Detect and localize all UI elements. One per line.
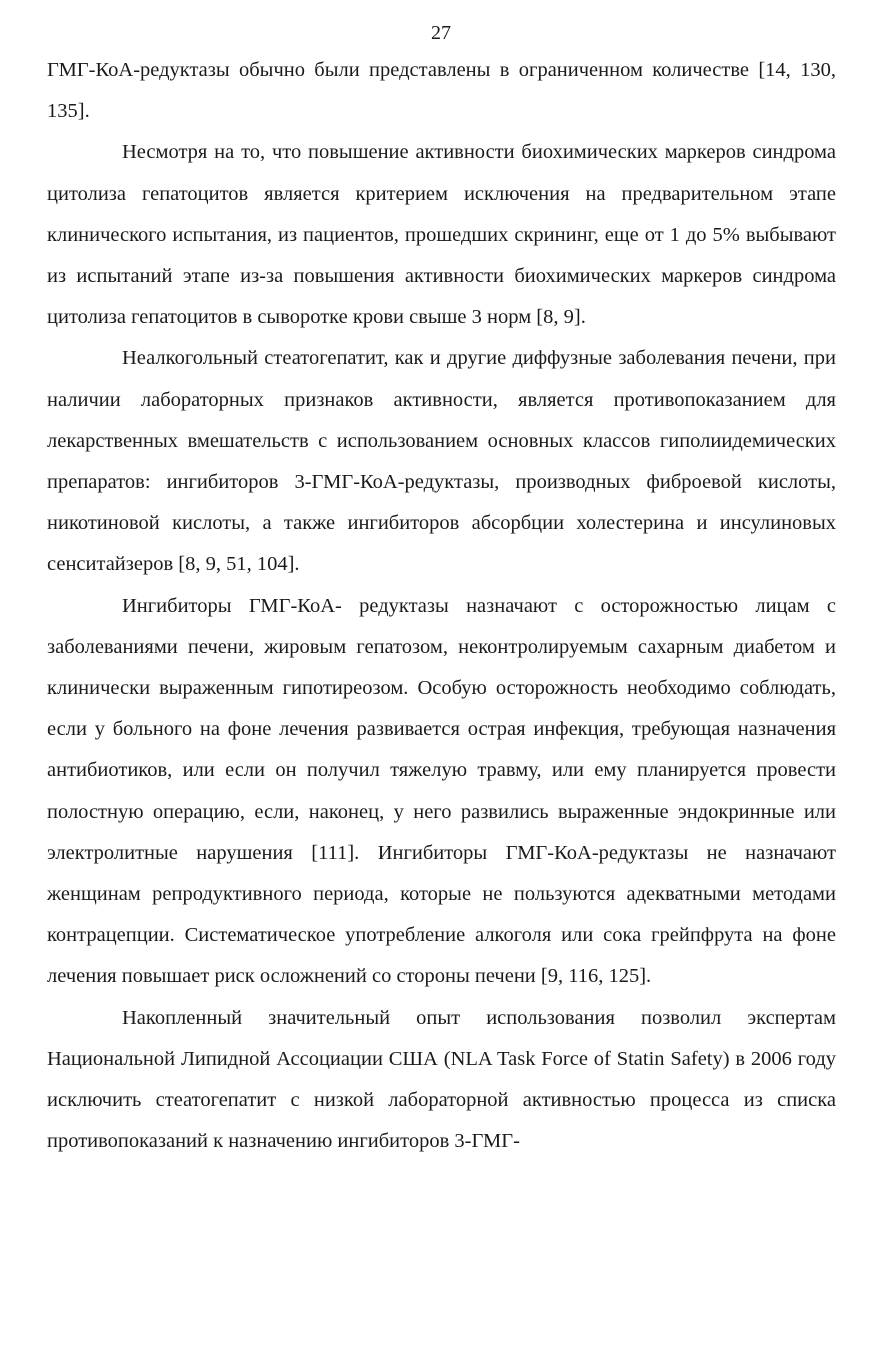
paragraph: Накопленный значительный опыт использования позволил экспертам Национальной Липидной Ассоциации США (NLA Task Force of Statin Safety) в 2006 году исключить стеатогепатит с низкой лабораторной активностью процесса из списка противопоказаний к назначению ингибиторов 3-ГМГ- xyxy=(47,1006,836,1153)
paragraph: Ингибиторы ГМГ-КоА- редуктазы назначают с осторожностью лицам с заболеваниями печени, жировым гепатозом, неконтролируемым сахарным диабетом и клинически выраженным гипотиреозом. Особую осторожность необходимо соблюдать, если у больного на фоне лечения развивается острая инфекция, требующая назначения антибиотиков, или если он получил тяжелую травму, или ему планируется провести полостную операцию, если, наконец, у него развились выраженные эндокринные или электролитные нарушения [111]. Ингибиторы ГМГ-КоА-редуктазы не назначают женщинам репродуктивного периода, которые не пользуются адекватными методами контрацепции. Систематическое употребление алкоголя или сока грейпфрута на фоне лечения повышает риск осложнений со стороны печени [9, 116, 125]. xyxy=(47,594,836,988)
page-number: 27 xyxy=(431,22,451,44)
paragraph: Неалкогольный стеатогепатит, как и другие диффузные заболевания печени, при наличии лабораторных признаков активности, является противопоказанием для лекарственных вмешательств с использованием основных классов гиполиидемических препаратов: ингибиторов 3-ГМГ-КоА-редуктазы, производных фиброевой кислоты, никотиновой кислоты, а также ингибиторов абсорбции холестерина и инсулиновых сенситайзеров [8, 9, 51, 104]. xyxy=(47,347,836,576)
paragraph: Несмотря на то, что повышение активности биохимических маркеров синдрома цитолиза гепатоцитов является критерием исключения на предварительном этапе клинического испытания, из пациентов, прошедших скрининг, еще от 1 до 5% выбывают из испытаний этапе из-за повышения активности биохимических маркеров синдрома цитолиза гепатоцитов в сыворотке крови свыше 3 норм [8, 9]. xyxy=(47,141,836,329)
document-body xyxy=(47,50,836,1162)
paragraph-continuation: ГМГ-КоА-редуктазы обычно были представлены в ограниченном количестве [14, 130, 135]. xyxy=(47,59,836,123)
